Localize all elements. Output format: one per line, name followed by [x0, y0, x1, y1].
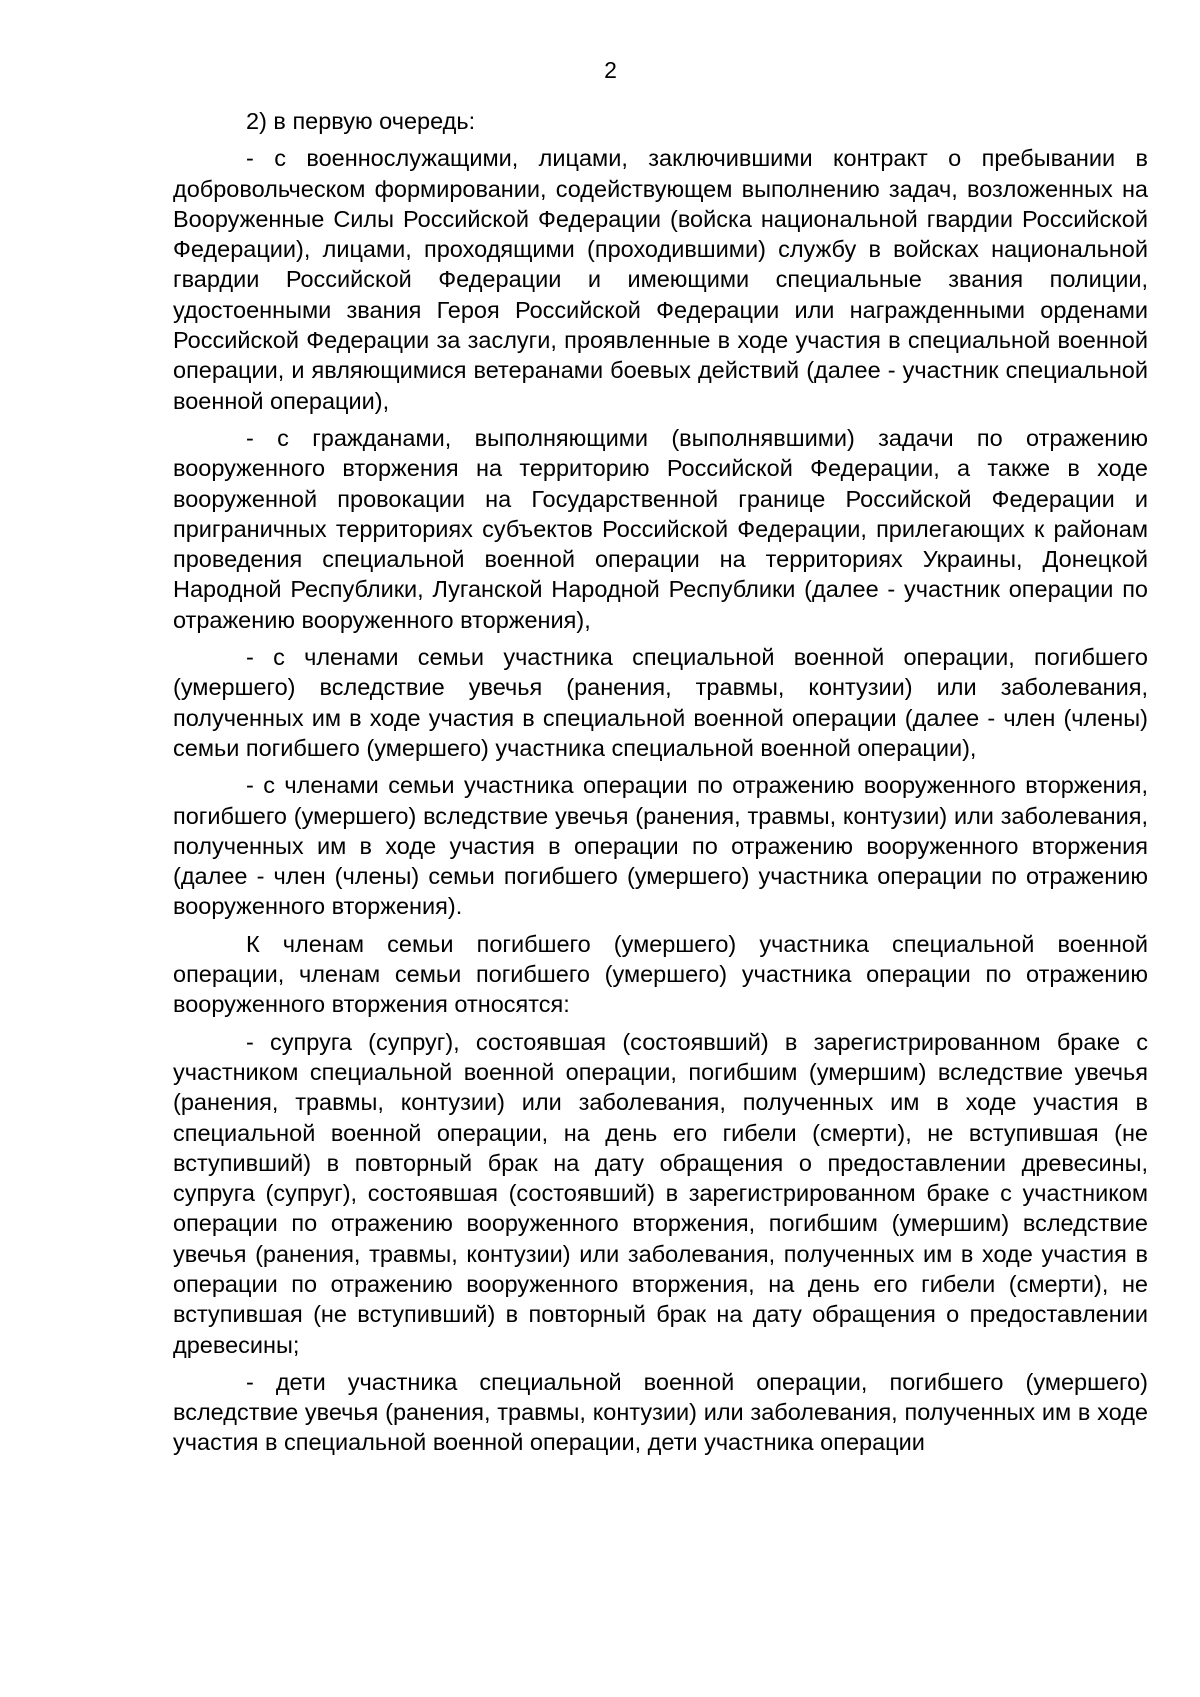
paragraph-invasion-repulsion-participants: - с гражданами, выполняющими (выполнявшими) задачи по отражению вооруженного вторжения на территорию Российской Федерации, а также в ходе вооруженной провокации на Государственной границе Российской Федерации и приграничных территориях субъектов Российской Федерации, прилегающих к районам проведения специальной военной операции на территориях Украины, Донецкой Народной Республики, Луганской Народной Республики (далее - участник операции по отражению вооруженного вторжения), [173, 424, 1148, 633]
document-body [173, 106, 1148, 1465]
paragraph-military-servicemen: - с военнослужащими, лицами, заключившими контракт о пребывании в добровольческом формировании, содействующем выполнению задач, возложенных на Вооруженные Силы Российской Федерации (войска национальной гвардии Российской Федерации), лицами, проходящими (проходившими) службу в войсках национальной гвардии Российской Федерации и имеющими специальные звания полиции, удостоенными звания Героя Российской Федерации или награжденными орденами Российской Федерации за заслуги, проявленные в ходе участия в специальной военной операции, и являющимися ветеранами боевых действий (далее - участник специальной военной операции), [173, 145, 1148, 414]
paragraph-family-invasion-deceased: - с членами семьи участника операции по отражению вооруженного вторжения, погибшего (умершего) вследствие увечья (ранения, травмы, контузии) или заболевания, полученных им в ходе участия в операции по отражению вооруженного вторжения (далее - член (члены) семьи погибшего (умершего) участника операции по отражению вооруженного вторжения). [173, 772, 1148, 920]
paragraph-priority-heading: 2) в первую очередь: [246, 108, 476, 134]
paragraph-spouse: - супруга (супруг), состоявшая (состоявший) в зарегистрированном браке с участником специальной военной операции, погибшим (умершим) вследствие увечья (ранения, травмы, контузии) или заболевания, полученных им в ходе участия в специальной военной операции, на день его гибели (смерти), не вступившая (не вступивший) в повторный брак на дату обращения о предоставлении древесины, супруга (супруг), состоявшая (состоявший) в зарегистрированном браке с участником операции по отражению вооруженного вторжения, погибшим (умершим) вследствие увечья (ранения, травмы, контузии) или заболевания, полученных им в ходе участия в операции по отражению вооруженного вторжения, на день его гибели (смерти), не вступившая (не вступивший) в повторный брак на дату обращения о предоставлении древесины; [173, 1028, 1148, 1358]
page-number: 2 [604, 57, 617, 83]
paragraph-family-members-definition: К членам семьи погибшего (умершего) участника специальной военной операции, членам семьи погибшего (умершего) участника операции по отражению вооруженного вторжения относятся: [173, 930, 1148, 1018]
paragraph-family-svo-deceased: - с членами семьи участника специальной военной операции, погибшего (умершего) вследствие увечья (ранения, травмы, контузии) или заболевания, полученных им в ходе участия в специальной военной операции (далее - член (члены) семьи погибшего (умершего) участника специальной военной операции), [173, 644, 1148, 761]
paragraph-children: - дети участника специальной военной операции, погибшего (умершего) вследствие увечья (ранения, травмы, контузии) или заболевания, полученных им в ходе участия в специальной военной операции, дети участника операции [173, 1368, 1148, 1456]
